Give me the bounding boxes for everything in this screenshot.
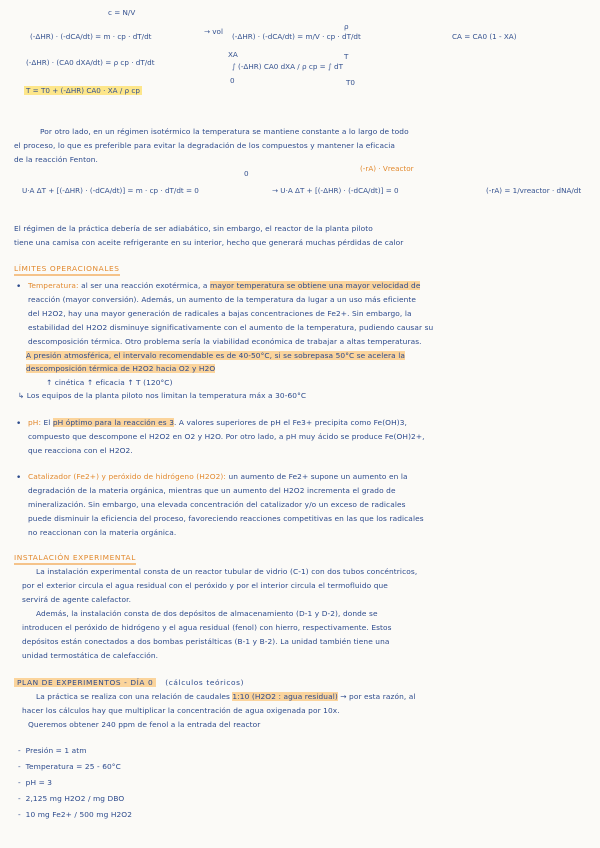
plan-line-1c: → por esta razón, al	[337, 692, 416, 701]
install-p1-line-1: La instalación experimental consta de un reactor tubular de vidrio (C-1) con dos tubos concéntricos,	[36, 567, 418, 576]
eq-row1-left: (-ΔHR) · (-dCA/dt) = m · cp · dT/dt	[30, 32, 152, 41]
plan-heading-note: (cálculos teóricos)	[165, 678, 245, 687]
cat-line-1-rest: un aumento de Fe2+ supone un aumento en la	[226, 472, 408, 481]
limits-heading	[14, 264, 120, 276]
plan-item-4: - 2,125 mg H2O2 / mg DBO	[18, 794, 125, 803]
temp-line-6	[26, 351, 405, 361]
cat-line-4: puede disminuir la eficiencia del proceso, favoreciendo reacciones competitivas en las que los radicales	[28, 514, 424, 523]
ph-line-2: compuesto que descompone el H2O2 en O2 y H2O. Por otro lado, a pH muy ácido se produce Fe(OH)2+,	[28, 432, 425, 441]
install-p2-line-2: introducen el peróxido de hidrógeno y el agua residual (fenol) con hierro, respectivamente. Estos	[22, 623, 392, 632]
eq-row2-xa: XA	[228, 50, 238, 59]
cat-line-2: degradación de la materia orgánica, mientras que un aumento del H2O2 incrementa el grado de	[28, 486, 396, 495]
eq-row1-right: (-ΔHR) · (-dCA/dt) = m/V · cp · dT/dt	[232, 32, 361, 41]
plan-item-text: 10 mg Fe2+ / 500 mg H2O2	[25, 810, 133, 819]
eq-ra-formula: (-rA) = 1/vreactor · dNA/dt	[486, 186, 582, 195]
eq-top-label: c = N/V	[108, 8, 136, 17]
temp-line-7	[26, 364, 215, 374]
cat-line-3: mineralización. Sin embargo, una elevada concentración del catalizador y/o un exceso de radicales	[28, 500, 406, 509]
limits-heading-text: LÍMITES OPERACIONALES	[14, 264, 120, 276]
installation-heading	[14, 553, 136, 565]
temp-line-4: estabilidad del H2O2 disminuye significativamente con el aumento de la temperatura, pudiendo causar su	[28, 323, 434, 332]
ph-line-1c: . A valores superiores de pH el Fe3+ precipita como Fe(OH)3,	[174, 418, 407, 427]
plan-item-3: - pH = 3	[18, 778, 53, 787]
install-p2-line-3: depósitos están conectados a dos bombas peristálticas (B-1 y B-2). La unidad también tiene una	[22, 637, 390, 646]
eq-balance: U·A ΔT + [(-ΔHR) · (-dCA/dt)] = m · cp · dT/dt = 0	[22, 186, 199, 195]
temp-line-7-text: descomposición térmica de H2O2 hacia O2 y H2O	[26, 364, 216, 373]
isothermal-line-3: de la reacción Fenton.	[14, 155, 98, 164]
bullet-ph: •	[16, 419, 22, 429]
plan-heading-text: PLAN DE EXPERIMENTOS - DÍA 0	[14, 678, 156, 687]
adiabatic-line-2: tiene una camisa con aceite refrigerante en su interior, hecho que generará muchas pérdidas de calor	[14, 238, 404, 247]
ph-line-1	[28, 418, 407, 428]
temp-line-1	[28, 281, 420, 291]
eq-row2-zero: 0	[230, 76, 235, 85]
plan-item-text: Temperatura = 25 - 60°C	[25, 762, 121, 771]
ph-line-1b: pH óptimo para la reacción es 3	[52, 418, 175, 427]
temp-line-3: del H2O2, hay una mayor generación de radicales a bajas concentraciones de Fe2+. Sin embargo, la	[28, 309, 412, 318]
eq-row2-t0: T0	[346, 78, 355, 87]
ph-label: pH:	[28, 418, 42, 427]
eq-ca-formula: CA = CA0 (1 - XA)	[452, 32, 517, 41]
eq-balance-mid: → U·A ΔT + [(-ΔHR) · (-dCA/dt)] = 0	[272, 186, 399, 195]
eq-row1-rho: ρ	[344, 22, 349, 31]
plan-item-5: - 10 mg Fe2+ / 500 mg H2O2	[18, 810, 133, 819]
temp-line-6-text: A presión atmosférica, el intervalo recomendable es de 40-50°C, si se sobrepasa 50°C se acelera la	[26, 351, 405, 360]
isothermal-line-2: el proceso, lo que es preferible para evitar la degradación de los compuestos y mantener la eficacia	[14, 141, 396, 150]
plan-line-1b: 1:10 (H2O2 : agua residual)	[232, 692, 338, 701]
temp-line-2: reacción (mayor conversión). Además, un aumento de la temperatura da lugar a un uso más eficiente	[28, 295, 417, 304]
plan-item-2: - Temperatura = 25 - 60°C	[18, 762, 121, 771]
eq-row2-integral: ∫ (-ΔHR) CA0 dXA / ρ cp = ∫ dT	[232, 62, 343, 71]
temp-line-1b: mayor temperatura se obtiene una mayor velocidad de	[210, 281, 421, 290]
plan-item-text: pH = 3	[25, 778, 53, 787]
bullet-temperature: •	[16, 282, 22, 292]
plan-item-text: Presión = 1 atm	[25, 746, 87, 755]
bullet-catalyst: •	[16, 473, 22, 483]
eq-row2-left: (-ΔHR) · (CA0 dXA/dt) = ρ cp · dT/dt	[26, 58, 155, 67]
temp-line-1a: al ser una reacción exotérmica, a	[78, 281, 211, 290]
temp-line-9: ↳ Los equipos de la planta piloto nos limitan la temperatura máx a 30-60°C	[18, 391, 307, 400]
plan-heading	[14, 678, 244, 688]
adiabatic-line-1: El régimen de la práctica debería de ser adiabático, sin embargo, el reactor de la planta piloto	[14, 224, 373, 233]
temp-label: Temperatura:	[28, 281, 79, 290]
install-p2-line-4: unidad termostática de calefacción.	[22, 651, 159, 660]
eq-balance-zero: 0	[244, 169, 249, 178]
plan-line-2: hacer los cálculos hay que multiplicar la concentración de agua oxigenada por 10x.	[22, 706, 340, 715]
isothermal-line-1: Por otro lado, en un régimen isotérmico la temperatura se mantiene constante a lo largo de todo	[40, 127, 409, 136]
plan-line-3: Queremos obtener 240 ppm de fenol a la entrada del reactor	[28, 720, 261, 729]
eq-row1-arrow: → vol	[204, 27, 223, 36]
install-p1-line-2: por el exterior circula el agua residual con el peróxido y por el interior circula el termofluido que	[22, 581, 388, 590]
ph-line-3: que reacciona con el H2O2.	[28, 446, 133, 455]
temp-line-8: ↑ cinética ↑ eficacia ↑ T (120°C)	[46, 378, 173, 387]
cat-line-1	[28, 472, 408, 482]
cat-line-5: no reaccionan con la materia orgánica.	[28, 528, 177, 537]
plan-line-1	[36, 692, 416, 702]
installation-heading-text: INSTALACIÓN EXPERIMENTAL	[14, 553, 136, 565]
install-p1-line-3: servirá de agente calefactor.	[22, 595, 132, 604]
plan-item-1: - Presión = 1 atm	[18, 746, 87, 755]
temp-line-5: descomposición térmica. Otro problema sería la viabilidad económica de trabajar a altas temperaturas.	[28, 337, 422, 346]
eq-row2-t: T	[344, 52, 349, 61]
eq-t-formula: T = T0 + (-ΔHR) CA0 · XA / ρ cp	[26, 86, 140, 95]
install-p2-line-1: Además, la instalación consta de dos depósitos de almacenamiento (D-1 y D-2), donde se	[36, 609, 378, 618]
cat-label: Catalizador (Fe2+) y peróxido de hidrógeno (H2O2):	[28, 472, 226, 481]
plan-line-1a: La práctica se realiza con una relación de caudales	[36, 692, 233, 701]
eq-balance-label: (-rA) · Vreactor	[360, 164, 414, 173]
ph-line-1a: El	[41, 418, 53, 427]
plan-item-text: 2,125 mg H2O2 / mg DBO	[25, 794, 125, 803]
